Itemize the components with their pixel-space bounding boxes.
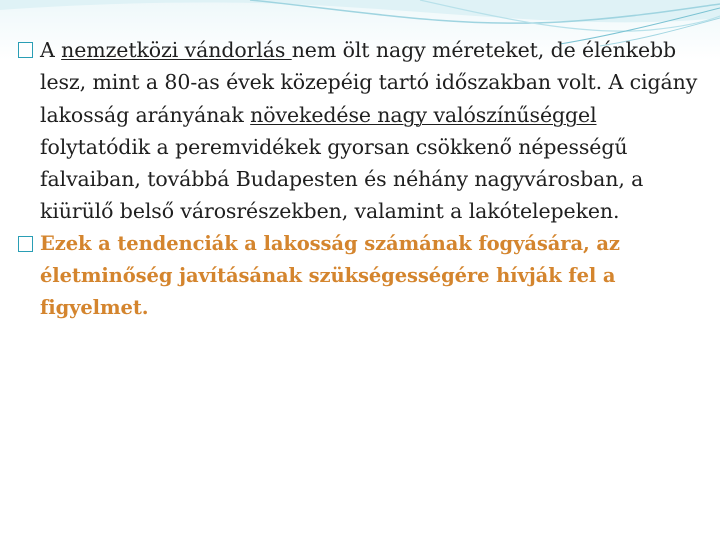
bullet-1-text-c: folytatódik a peremvidékek gyorsan csökkenő népességű falvaiban, továbbá Budapesten és néhány nagyvárosban, a kiürülő belső városrészekben, valamint a lakótelepeken.: [40, 134, 644, 224]
bullet-1-underlined-phrase-1: nemzetközi vándorlás: [61, 38, 292, 62]
bullet-1-text-b: nem ölt nagy méreteket, de élénkebb lesz, mint a 80-as évek közepéig tartó időszakban volt. A cigány lakosság arányának: [40, 38, 698, 127]
bullet-1-underlined-phrase-2: növekedése nagy valószínűséggel: [250, 102, 597, 127]
bullet-2-text: Ezek a tendenciák a lakosság számának fogyására, az életminőség javításának szükségességére hívják fel a figyelmet.: [40, 231, 620, 320]
bullet-1-text-a: A: [40, 38, 62, 62]
bullet-list: [18, 34, 708, 325]
bullet-item-tendencies: [18, 228, 708, 325]
checkbox-icon: [18, 236, 33, 252]
checkbox-icon: [18, 42, 33, 58]
bullet-item-migration: [18, 34, 708, 228]
